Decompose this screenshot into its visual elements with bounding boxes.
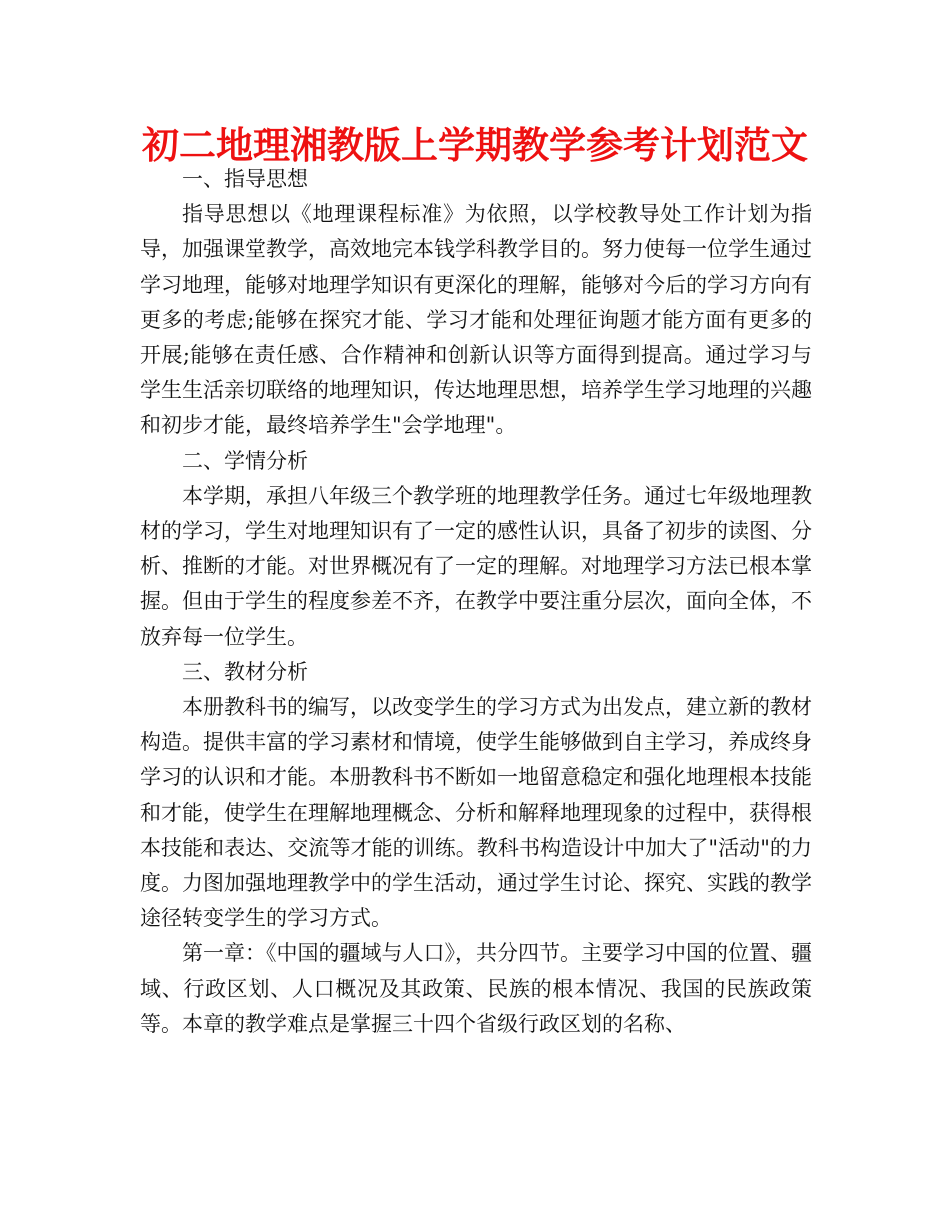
paragraph-guiding-ideology: 指导思想以《地理课程标准》为依照，以学校教导处工作计划为指导，加强课堂教学，高效地完本钱学科教学目的。努力使每一位学生通过学习地理，能够对地理学知识有更深化的理解，能够对今后的学习方向有更多的考虑;能够在探究才能、学习才能和处理征询题才能方面有更多的开展;能够在责任感、合作精神和创新认识等方面得到提高。通过学习与学生生活亲切联络的地理知识，传达地理思想，培养学生学习地理的兴趣和初步才能，最终培养学生"会学地理"。 <box>140 202 812 438</box>
section-heading-student-analysis: 二、学情分析 <box>182 448 308 473</box>
document-body <box>140 162 812 1042</box>
section-heading-guiding-ideology: 一、指导思想 <box>182 167 308 191</box>
section-heading-textbook-analysis: 三、教材分析 <box>182 659 308 684</box>
paragraph-student-analysis: 本学期，承担八年级三个教学班的地理教学任务。通过七年级地理教材的学习，学生对地理知识有了一定的感性认识，具备了初步的读图、分析、推断的才能。对世界概况有了一定的理解。对地理学习方法已根本掌握。但由于学生的程度参差不齐，在教学中要注重分层次，面向全体，不放弃每一位学生。 <box>140 483 812 649</box>
paragraph-textbook-analysis: 本册教科书的编写，以改变学生的学习方式为出发点，建立新的教材构造。提供丰富的学习素材和情境，使学生能够做到自主学习，养成终身学习的认识和才能。本册教科书不断如一地留意稳定和强化地理根本技能和才能，使学生在理解地理概念、分析和解释地理现象的过程中，获得根本技能和表达、交流等才能的训练。教科书构造设计中加大了"活动"的力度。力图加强地理教学中的学生活动，通过学生讨论、探究、实践的教学途径转变学生的学习方式。 <box>140 695 812 931</box>
document-title: 初二地理湘教版上学期教学参考计划范文 <box>142 124 808 167</box>
paragraph-chapter-one: 第一章：《中国的疆域与人口》，共分四节。主要学习中国的位置、疆域、行政区划、人口概况及其政策、民族的根本情况、我国的民族政策等。本章的教学难点是掌握三十四个省级行政区划的名称、 <box>140 941 812 1036</box>
